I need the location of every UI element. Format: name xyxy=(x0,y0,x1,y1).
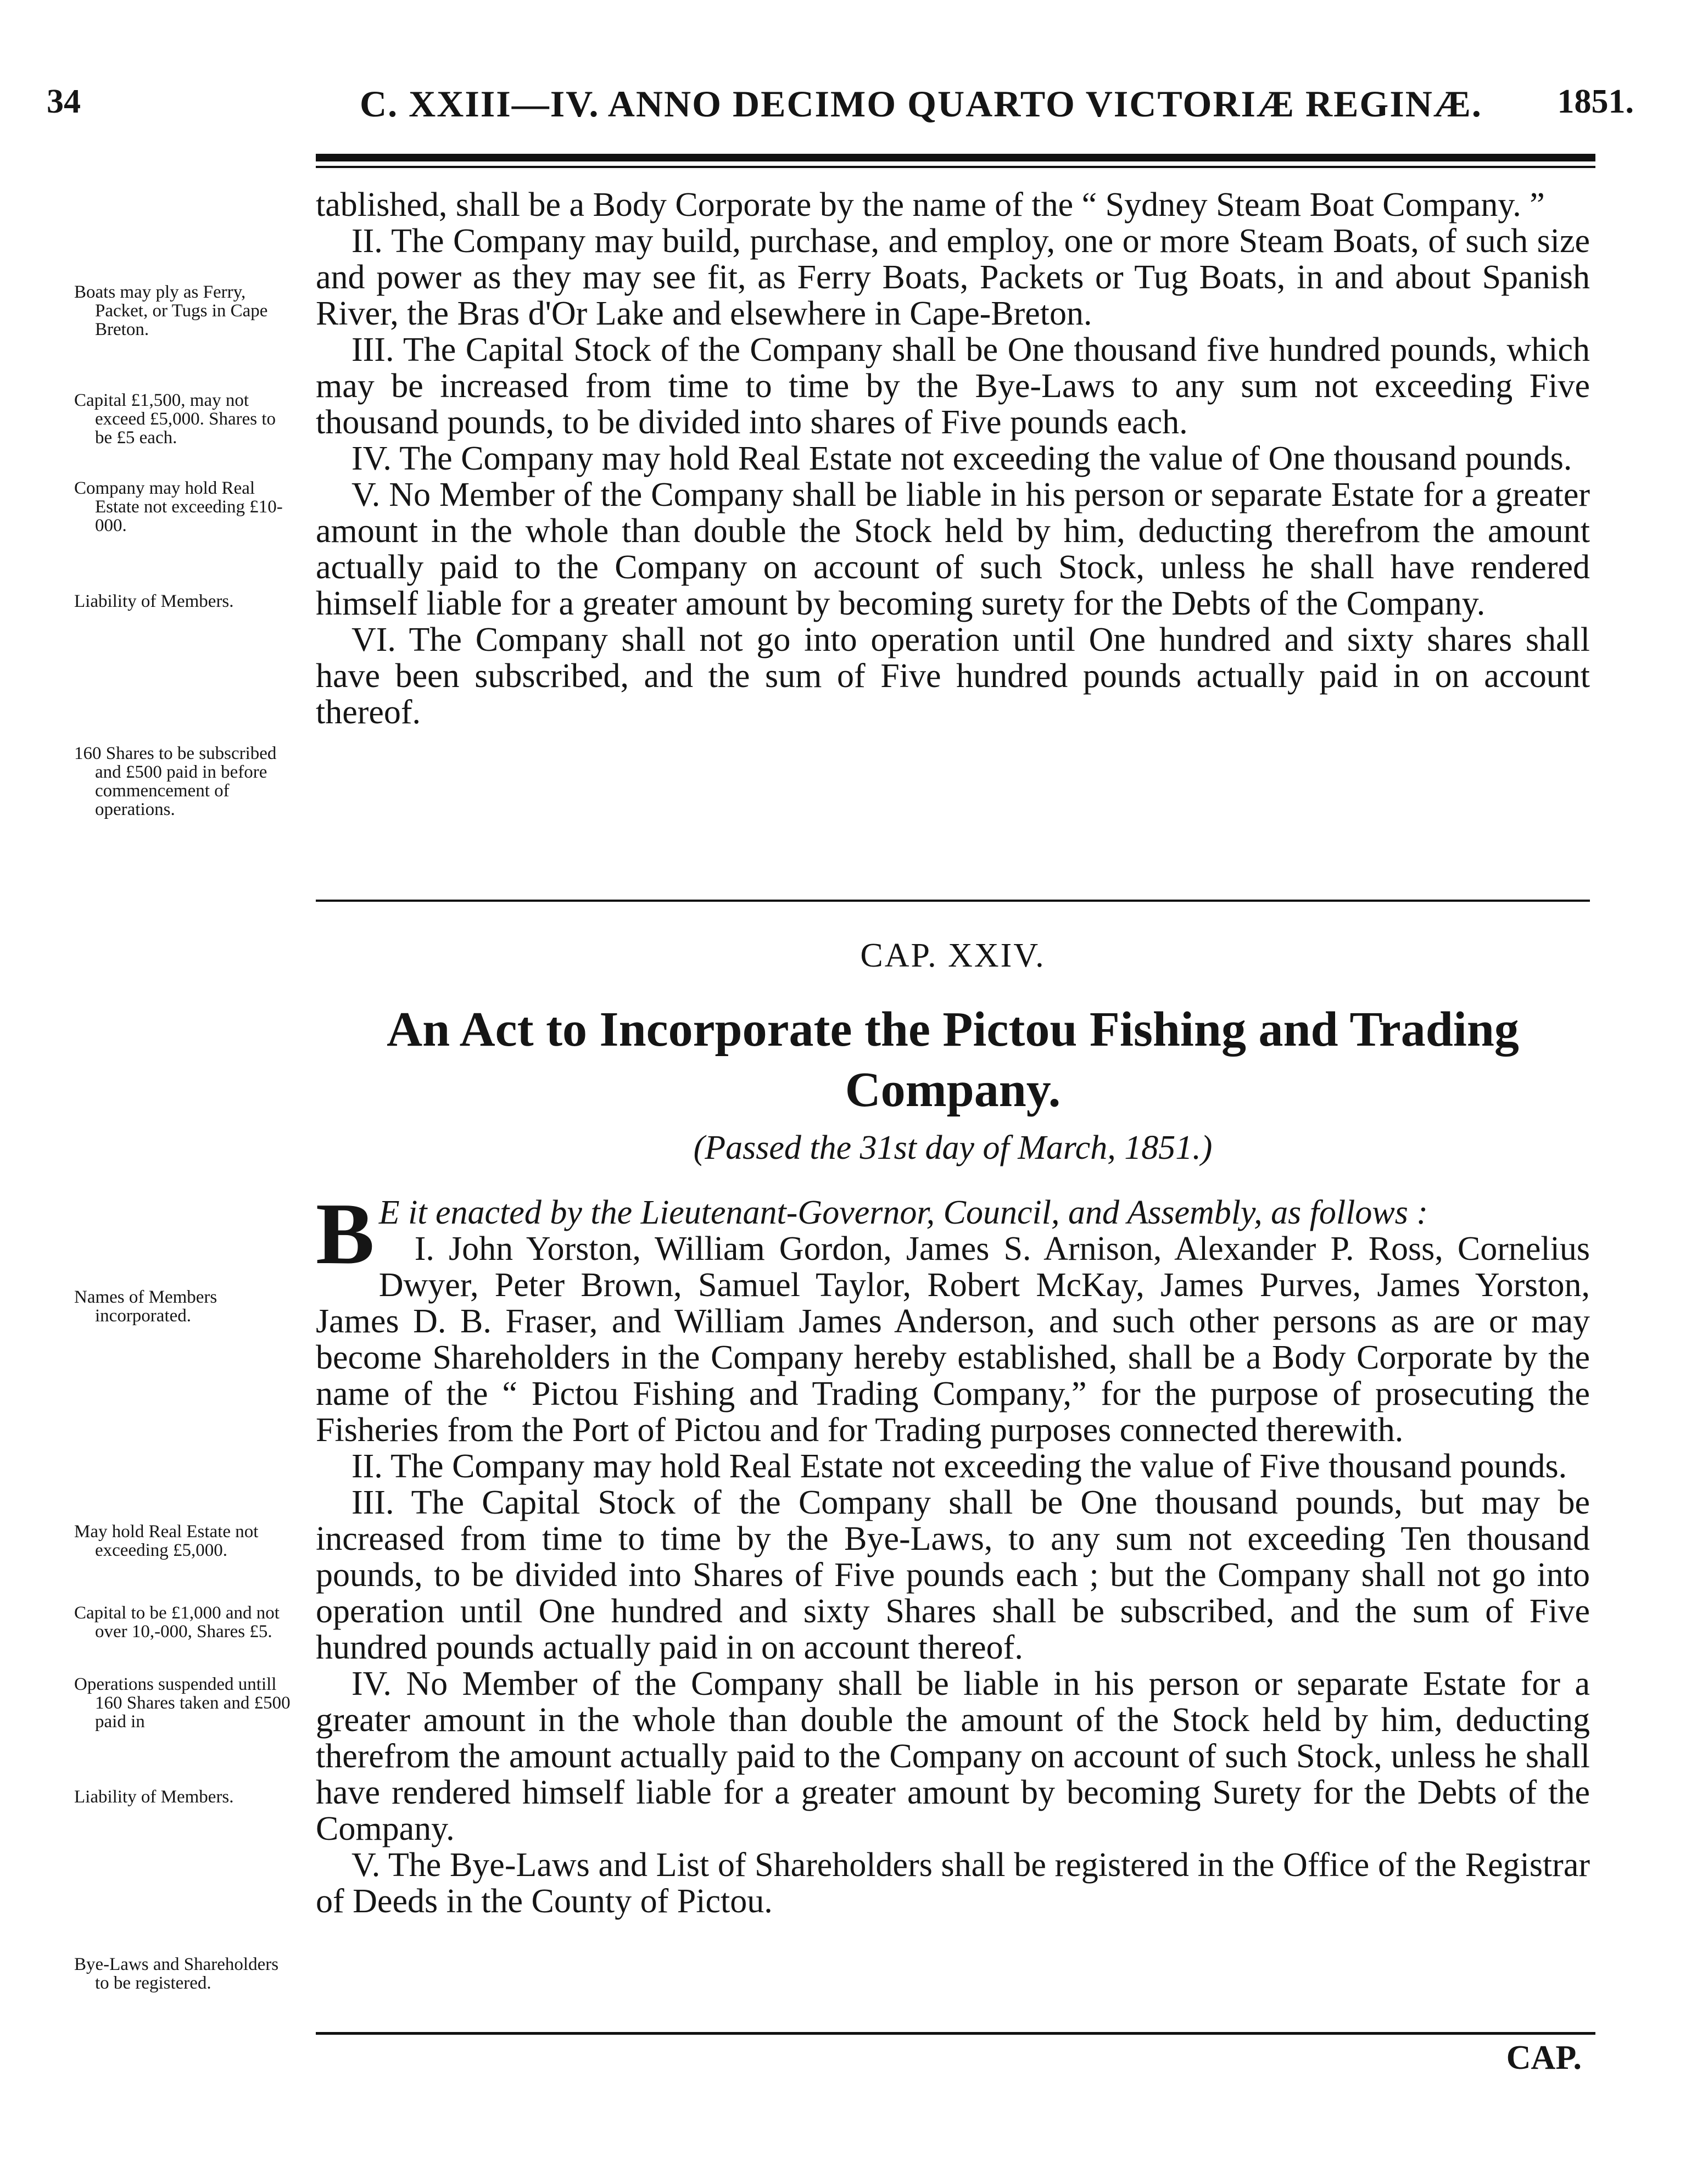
cap23-intro: tablished, shall be a Body Corporate by the name of the “ Sydney Steam Boat Company. ” xyxy=(316,186,1545,224)
margin-note-real-estate: Company may hold Real Estate not exceeding £10-000. xyxy=(74,478,283,535)
enacting-text: E it enacted by the Lieutenant-Governor, Council, and Assembly, as follows : xyxy=(378,1194,1428,1231)
margin-note-capital-24: Capital to be £1,000 and not over 10,-000, Shares £5. xyxy=(74,1603,280,1642)
catchword: CAP. xyxy=(1506,2039,1582,2076)
header-rule-thin xyxy=(316,166,1595,168)
margin-note-operations: Operations suspended untill 160 Shares taken and £500 paid in xyxy=(74,1674,291,1732)
cap23-section-2: II. The Company may build, purchase, and employ, one or more Steam Boats, of such size and power as they may see fit, as Ferry Boats, Packets or Tug Boats, in and about Spanish River, the Bras d'Or Lake and elsewhere in Cape-Breton. xyxy=(316,222,1590,332)
running-head xyxy=(47,82,1634,132)
cap24-section-4: IV. No Member of the Company shall be liable in his person or separate Estate for a greater amount in the whole than double the amount of the Stock held by him, deducting therefrom the amount actually paid to the Company on account of such Stock, unless he shall have rendered himself liable for a greater amount by becoming Surety for the Debts of the Company. xyxy=(316,1665,1590,1847)
cap24-section-3: III. The Capital Stock of the Company shall be One thousand pounds, but may be increased from time to time by the Bye-Laws, to any sum not exceeding Ten thousand pounds, to be divided into Shares of Five pounds each ; but the Company shall not go into operation until One hundred and sixty Shares shall be subscribed, and the sum of Five hundred pounds actually paid in on account thereof. xyxy=(316,1484,1590,1666)
cap23-section-3: III. The Capital Stock of the Company shall be One thousand five hundred pounds, which may be increased from time to time by the Bye-Laws to any sum not exceeding Five thousand pounds, to be divided into shares of Five pounds each. xyxy=(316,331,1590,441)
header-rule-thick xyxy=(316,154,1595,161)
page-number: 34 xyxy=(47,83,81,120)
footer-rule xyxy=(316,2032,1595,2035)
margin-note-shares: 160 Shares to be subscribed and £500 paid in before commencement of operations. xyxy=(74,744,277,819)
passed-date: (Passed the 31st day of March, 1851.) xyxy=(693,1129,1213,1166)
margin-note-liability: Liability of Members. xyxy=(74,591,234,611)
cap24-section-1: I. John Yorston, William Gordon, James S. Arnison, Alexander P. Ross, Cornelius Dwyer, Peter Brown, Samuel Taylor, Robert McKay, James Purves, James Yorston, James D. B. Fraser, and William James Anderson, and such other persons as are or may become Shareholders in the Company hereby established, shall be a Body Corporate by the name of the “ Pictou Fishing and Trading Company,” for the purpose of prosecuting the Fisheries from the Port of Pictou and for Trading purposes connected therewith. xyxy=(316,1230,1590,1449)
margin-note-real-estate-24: May hold Real Estate not exceeding £5,000. xyxy=(74,1522,259,1560)
section-separator xyxy=(316,900,1590,902)
cap24-body xyxy=(316,1185,1590,1920)
cap24-section-2: II. The Company may hold Real Estate not exceeding the value of Five thousand pounds. xyxy=(351,1448,1567,1485)
margin-note-bye-laws: Bye-Laws and Shareholders to be registered. xyxy=(74,1955,279,1993)
cap-heading: CAP. XXIV. xyxy=(860,937,1046,974)
drop-cap: B xyxy=(316,1185,375,1282)
margin-note-boats: Boats may ply as Ferry, Packet, or Tugs in Cape Breton. xyxy=(74,282,268,339)
cap23-section-6: VI. The Company shall not go into operation until One hundred and sixty shares shall have been subscribed, and the sum of Five hundred pounds actually paid in on account thereof. xyxy=(316,621,1590,731)
running-title: C. XXIII—IV. ANNO DECIMO QUARTO VICTORIÆ REGINÆ. xyxy=(360,83,1482,125)
running-year: 1851. xyxy=(1557,83,1634,120)
cap24-section-5: V. The Bye-Laws and List of Shareholders shall be registered in the Office of the Registrar of Deeds in the County of Pictou. xyxy=(316,1846,1590,1920)
cap23-section-4: IV. The Company may hold Real Estate not exceeding the value of One thousand pounds. xyxy=(351,440,1572,477)
margin-note-liability-24: Liability of Members. xyxy=(74,1787,234,1807)
enacting-clause xyxy=(316,1185,1590,1282)
cap23-section-5: V. No Member of the Company shall be liable in his person or separate Estate for a greater amount in the whole than double the Stock held by him, deducting therefrom the amount actually paid to the Company on account of such Stock, unless he shall have rendered himself liable for a greater amount by becoming surety for the Debts of the Company. xyxy=(316,476,1590,622)
cap23-body xyxy=(316,187,1590,730)
margin-note-capital: Capital £1,500, may not exceed £5,000. Shares to be £5 each. xyxy=(74,390,276,448)
act-title: An Act to Incorporate the Pictou Fishing and Trading Company. xyxy=(387,1002,1519,1117)
margin-note-members: Names of Members incorporated. xyxy=(74,1287,217,1326)
